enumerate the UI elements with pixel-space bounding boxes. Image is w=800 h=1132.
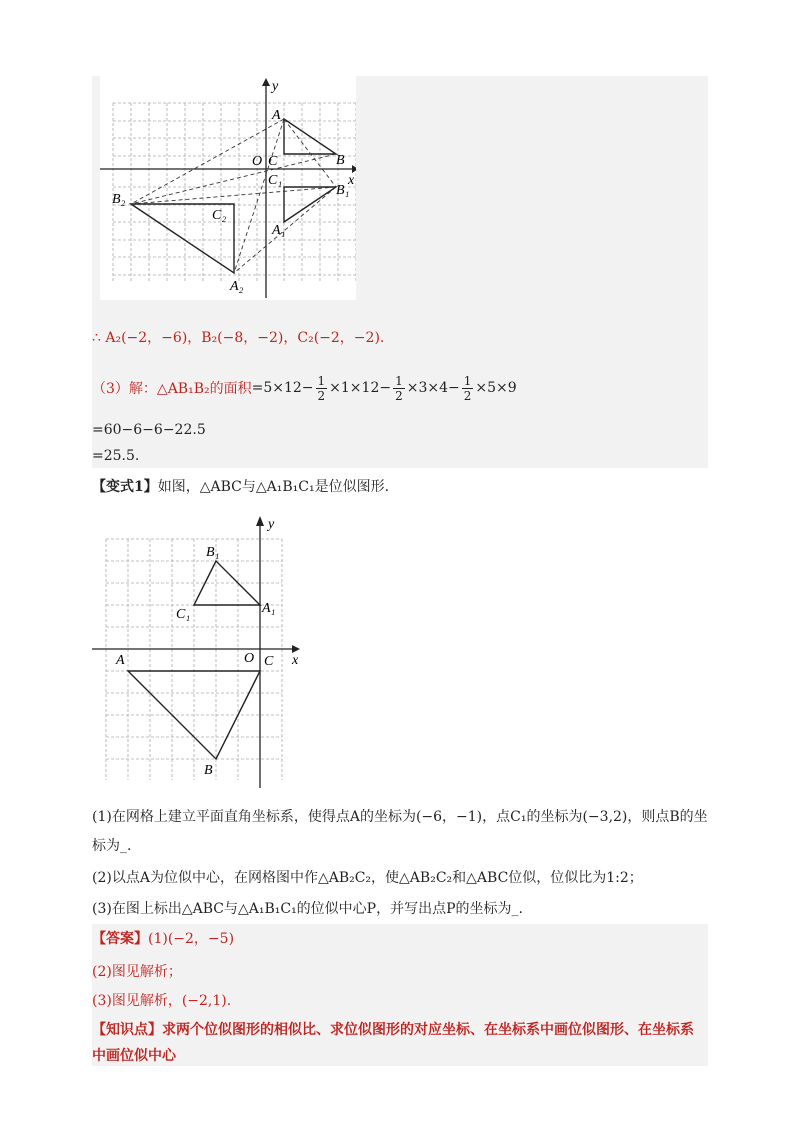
solution-step-2: =25.5.	[92, 448, 140, 464]
variant-heading	[92, 477, 389, 497]
variant-tag: 【变式1】	[92, 479, 158, 495]
answer-3: (3)图见解析，(−2,1).	[92, 993, 232, 1009]
question-2: (2)以点A为位似中心，在网格图中作△AB₂C₂，使△AB₂C₂和△ABC位似，位似比为1:2；	[92, 870, 643, 886]
fig2-label-a1: A₁	[262, 601, 276, 616]
part3-equation	[92, 368, 517, 408]
fig2-label-c1: C₁	[176, 607, 191, 622]
question-1-line-2: 标为_.	[92, 838, 132, 854]
knowledge-line-1	[92, 1020, 694, 1040]
knowledge-tag: 【知识点】	[92, 1022, 162, 1038]
answer-tag: 【答案】	[92, 931, 148, 947]
variant-intro: 如图，△ABC与△A₁B₁C₁是位似图形.	[157, 479, 390, 495]
fig2-label-b1: B₁	[206, 545, 220, 560]
question-1-line-1: (1)在网格上建立平面直角坐标系，使得点A的坐标为(−6，−1)，点C₁的坐标为(−3,2)，则点B的坐	[92, 809, 708, 825]
fig2-label-b: B	[204, 763, 213, 778]
fig1-label-b: B	[336, 153, 345, 168]
knowledge-text-2: 中画位似中心	[92, 1048, 176, 1064]
fig2-label-a: A	[116, 653, 125, 668]
fig2-label-y: y	[268, 517, 275, 532]
part3-prefix: （3）解：	[92, 381, 157, 397]
answer-line-1	[92, 929, 234, 949]
fraction-1: $\frac{1}{2}$	[317, 373, 326, 403]
fraction-3: $\frac{1}{2}$	[463, 373, 472, 403]
fraction-2: $\frac{1}{2}$	[395, 373, 403, 403]
fig1-label-c1: C₁	[268, 173, 283, 188]
fig2-label-x: x	[292, 653, 299, 668]
fig2-label-c: C	[264, 654, 274, 669]
part3-expr-d: ×5×9	[475, 380, 517, 396]
part3-expr-a: =5×12−	[251, 380, 314, 396]
part3-expr-c: ×3×4−	[406, 380, 460, 396]
solution-coords: ∴ A₂(−2，−6)，B₂(−8，−2)，C₂(−2，−2).	[92, 330, 385, 346]
solution-step-1: =60−6−6−22.5	[92, 422, 206, 438]
fig1-label-a: A	[272, 108, 281, 123]
part3-triangle: △AB₁B₂的面积	[156, 381, 252, 397]
fig1-label-b1: B₁	[336, 183, 350, 198]
fig1-label-b2: B₂	[112, 192, 126, 207]
fig2-label-o: O	[244, 651, 255, 666]
figure-1-grid	[100, 76, 356, 300]
knowledge-text-1: 求两个位似图形的相似比、求位似图形的对应坐标、在坐标系中画位似图形、在坐标系	[162, 1022, 694, 1038]
answer-1: (1)(−2，−5)	[148, 931, 235, 947]
question-3: (3)在图上标出△ABC与△A₁B₁C₁的位似中心P，并写出点P的坐标为_.	[92, 901, 523, 917]
fig1-label-o: O	[252, 154, 263, 169]
answer-2: (2)图见解析；	[92, 964, 182, 980]
fig1-label-c: C	[268, 154, 278, 169]
fig1-label-a2: A₂	[230, 279, 244, 294]
fig1-label-y: y	[272, 79, 279, 94]
figure-2-grid	[92, 512, 304, 790]
part3-expr-b: ×1×12−	[329, 380, 392, 396]
fig1-label-a1: A₁	[272, 223, 286, 238]
fig1-label-x: x	[348, 173, 355, 188]
fig1-label-c2: C₂	[212, 208, 227, 223]
